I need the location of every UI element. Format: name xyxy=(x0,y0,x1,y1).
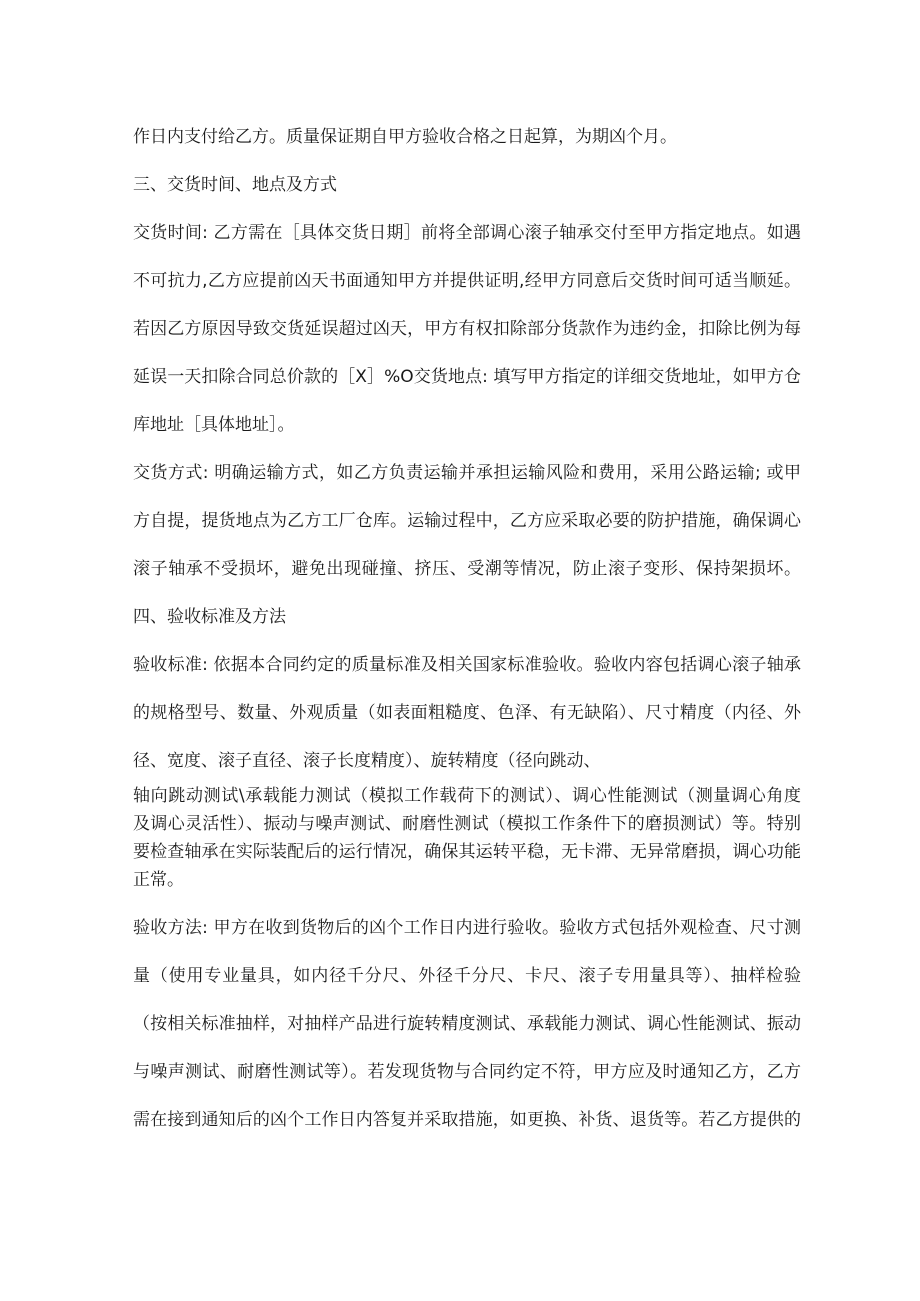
paragraph-line: 若因乙方原因导致交货延误超过凶天，甲方有权扣除部分货款作为违约金，扣除比例为每 xyxy=(133,319,801,339)
paragraph-line: 与噪声测试、耐磨性测试等）。若发现货物与合同约定不符，甲方应及时通知乙方，乙方 xyxy=(133,1062,801,1082)
section-heading: 四、验收标准及方法 xyxy=(133,607,286,627)
paragraph-line: 方自提，提货地点为乙方工厂仓库。运输过程中，乙方应采取必要的防护措施，确保调心 xyxy=(133,511,801,531)
paragraph-line: 的规格型号、数量、外观质量（如表面粗糙度、色泽、有无缺陷）、尺寸精度（内径、外 xyxy=(133,703,801,723)
paragraph-line: 交货方式: 明确运输方式，如乙方负责运输并承担运输风险和费用，采用公路运输; 或甲 xyxy=(133,463,801,483)
paragraph-line: 滚子轴承不受损坏，避免出现碰撞、挤压、受潮等情况，防止滚子变形、保持架损坏。 xyxy=(133,559,801,579)
paragraph-line: 不可抗力,乙方应提前凶天书面通知甲方并提供证明,经甲方同意后交货时间可适当顺延。 xyxy=(133,271,801,291)
paragraph-line: 轴向跳动测试\承载能力测试（模拟工作载荷下的测试）、调心性能测试（测量调心角度 xyxy=(133,786,801,806)
paragraph-line: 验收标准: 依据本合同约定的质量标准及相关国家标准验收。验收内容包括调心滚子轴承 xyxy=(133,655,801,675)
paragraph-line: （按相关标准抽样，对抽样产品进行旋转精度测试、承载能力测试、调心性能测试、振动 xyxy=(133,1014,801,1034)
paragraph-line: 正常。 xyxy=(133,870,184,890)
paragraph-line: 作日内支付给乙方。质量保证期自甲方验收合格之日起算，为期凶个月。 xyxy=(133,127,677,147)
paragraph-line: 要检查轴承在实际装配后的运行情况，确保其运转平稳，无卡滞、无异常磨损，调心功能 xyxy=(133,842,801,862)
paragraph-line: 需在接到通知后的凶个工作日内答复并采取措施，如更换、补货、退货等。若乙方提供的 xyxy=(133,1110,801,1130)
paragraph-line: 延误一天扣除合同总价款的［X］%O交货地点: 填写甲方指定的详细交货地址，如甲方仓 xyxy=(133,367,801,387)
paragraph-line: 径、宽度、滚子直径、滚子长度精度）、旋转精度（径向跳动、 xyxy=(133,751,601,771)
paragraph-line: 量（使用专业量具，如内径千分尺、外径千分尺、卡尺、滚子专用量具等）、抽样检验 xyxy=(133,966,801,986)
paragraph-line: 及调心灵活性）、振动与噪声测试、耐磨性测试（模拟工作条件下的磨损测试）等。特别 xyxy=(133,814,801,834)
section-heading: 三、交货时间、地点及方式 xyxy=(133,175,337,195)
paragraph-line: 交货时间: 乙方需在［具体交货日期］前将全部调心滚子轴承交付至甲方指定地点。如遇 xyxy=(133,223,801,243)
paragraph-line: 验收方法: 甲方在收到货物后的凶个工作日内进行验收。验收方式包括外观检查、尺寸测 xyxy=(133,918,801,938)
paragraph-line: 库地址［具体地址］。 xyxy=(133,415,295,435)
